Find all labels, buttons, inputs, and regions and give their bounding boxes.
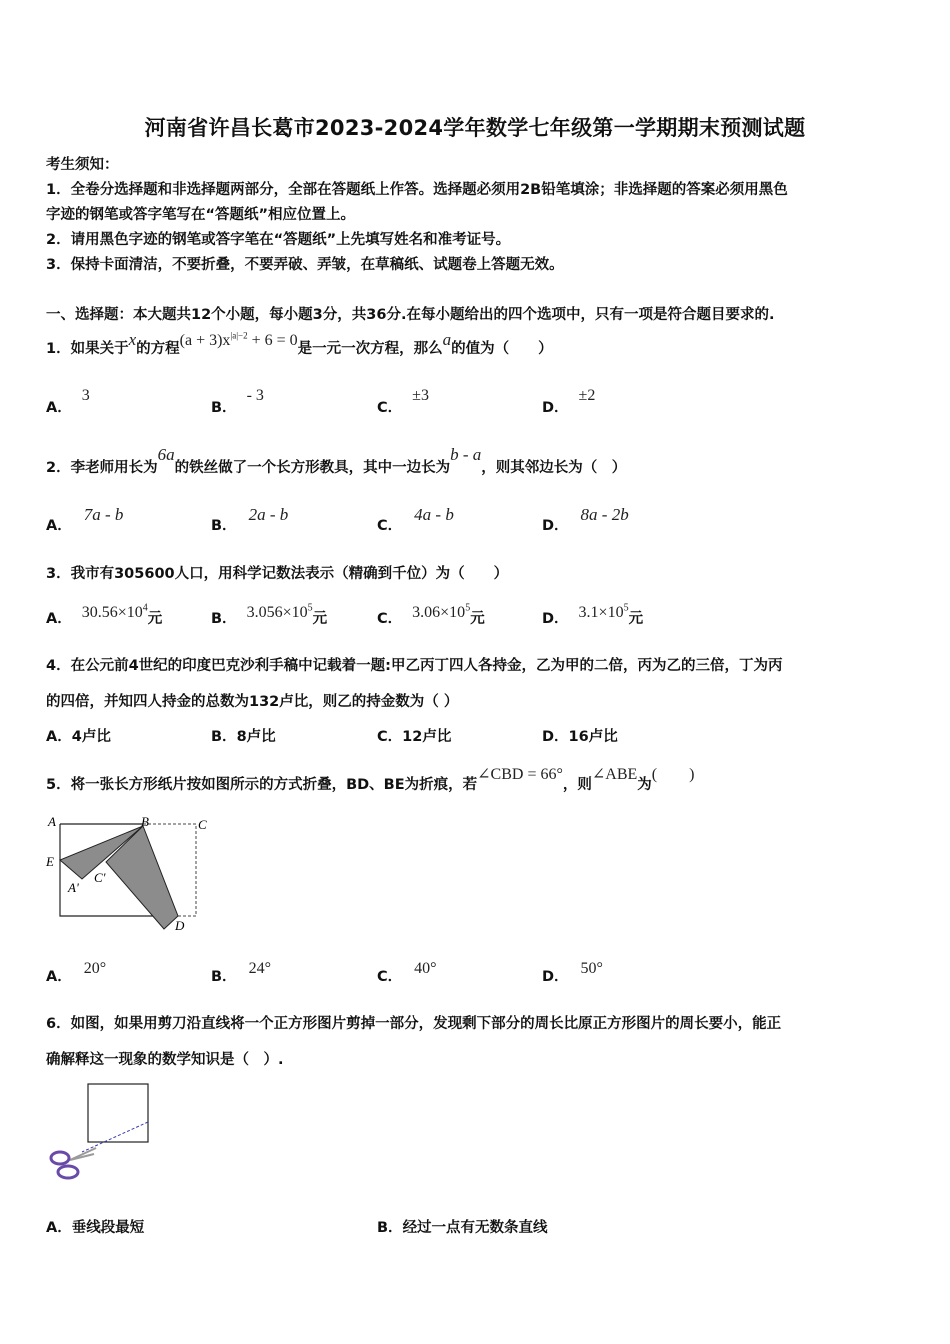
q2-option-d[interactable]: D．8a - 2b [542, 505, 629, 534]
question-3: 3．我市有305600人口，用科学记数法表示（精确到千位）为（ ） [46, 566, 509, 582]
q3-option-c[interactable]: C． $3.06\times 10^5$元 [377, 602, 485, 627]
q4-option-a[interactable]: A．4卢比 [46, 729, 111, 745]
notice-line-1b: 字迹的钢笔或答字笔写在“答题纸”相应位置上。 [46, 207, 356, 223]
q2-side: b - a [450, 445, 482, 464]
question-6-line-1: 6．如图，如果用剪刀沿直线将一个正方形图片剪掉一部分，发现剩下部分的周长比原正方形图片的周长要小，能正 [46, 1016, 782, 1032]
q5-option-c[interactable]: C． 40° [377, 960, 437, 985]
label-b: B [141, 814, 149, 829]
q6-scissors-figure [44, 1080, 159, 1185]
q1-option-c[interactable]: C．±3 [377, 387, 429, 416]
q1-mid: 的方程 [136, 341, 180, 357]
notice-line-2: 2．请用黑色字迹的钢笔或答字笔在“答题纸”上先填写姓名和准考证号。 [46, 232, 511, 248]
q5-target: ∠ABE [591, 766, 638, 783]
q4-option-b[interactable]: B．8卢比 [211, 729, 276, 745]
q3-option-a[interactable]: A． $30.56\times 10^4$元 [46, 602, 163, 627]
q1-option-d[interactable]: D．±2 [542, 387, 596, 416]
section-heading: 一、选择题：本大题共12个小题，每小题3分，共36分.在每小题给出的四个选项中，只有一项是符合题目要求的. [46, 307, 775, 323]
q1-equation: $(a + 3)x^{|a|-2} + 6 = 0$ [179, 330, 298, 349]
cut-line [82, 1122, 148, 1152]
q3-option-d[interactable]: D． $3.1\times 10^5$元 [542, 602, 644, 627]
notice-line-3: 3．保持卡面清洁，不要折叠，不要弄破、弄皱，在草稿纸、试题卷上答题无效。 [46, 257, 564, 273]
q2-option-a[interactable]: A．7a - b [46, 505, 124, 534]
scissors-icon [51, 1148, 96, 1178]
q5-option-a[interactable]: A． 20° [46, 960, 107, 985]
notice-line-1a: 1．全卷分选择题和非选择题两部分，全部在答题纸上作答。选择题必须用2B铅笔填涂；非选择题的答案必须用黑色 [46, 182, 788, 198]
q1-end: 的值为（ ） [451, 341, 553, 357]
question-6-line-2: 确解释这一现象的数学知识是（ ）. [46, 1052, 284, 1068]
q5-option-b[interactable]: B． 24° [211, 960, 271, 985]
question-1 [46, 330, 553, 358]
label-c-prime: C' [94, 870, 106, 885]
question-5: 5．将一张长方形纸片按如图所示的方式折叠，BD、BE为折痕，若∠CBD = 66°，则∠ABE为( ) [46, 766, 695, 793]
q2-length: 6a [157, 445, 175, 464]
q3-option-b[interactable]: B． $3.056\times 10^5$元 [211, 602, 328, 627]
square-picture [88, 1084, 148, 1142]
question-4-line-2: 的四倍，并知四人持金的总数为132卢比，则乙的持金数为（ ） [46, 694, 459, 710]
q1-var-x: x [128, 330, 137, 349]
q1-var-a: a [442, 330, 452, 349]
page-title: 河南省许昌长葛市2023-2024学年数学七年级第一学期期末预测试题 [144, 116, 806, 140]
q1-option-a[interactable]: A．3 [46, 387, 90, 416]
notice-heading: 考生须知： [46, 157, 119, 173]
q2-option-c[interactable]: C．4a - b [377, 505, 454, 534]
label-a: A [48, 814, 56, 829]
q2-option-b[interactable]: B．2a - b [211, 505, 289, 534]
q5-option-d[interactable]: D． 50° [542, 960, 603, 985]
q4-option-d[interactable]: D．16卢比 [542, 729, 618, 745]
label-e: E [46, 854, 54, 869]
label-a-prime: A' [68, 880, 79, 895]
question-4-line-1: 4．在公元前4世纪的印度巴克沙利手稿中记载着一题:甲乙丙丁四人各持金，乙为甲的二倍，丙为乙的三倍，丁为丙 [46, 658, 783, 674]
q6-option-b[interactable]: B．经过一点有无数条直线 [377, 1220, 548, 1236]
q1-option-b[interactable]: B．- 3 [211, 387, 264, 416]
q5-fold-figure [40, 812, 220, 937]
label-d: D [175, 918, 185, 933]
q5-condition: ∠CBD = 66° [477, 766, 563, 783]
q1-post: 是一元一次方程，那么 [297, 341, 443, 357]
q6-option-a[interactable]: A．垂线段最短 [46, 1220, 145, 1236]
q1-pre: 1．如果关于 [46, 341, 129, 357]
label-c: C [198, 817, 207, 832]
q5-paren: ( ) [651, 766, 695, 783]
q4-option-c[interactable]: C．12卢比 [377, 729, 452, 745]
question-2: 2．李老师用长为6a的铁丝做了一个长方形教具，其中一边长为b - a，则其邻边长为（ ） [46, 445, 627, 476]
